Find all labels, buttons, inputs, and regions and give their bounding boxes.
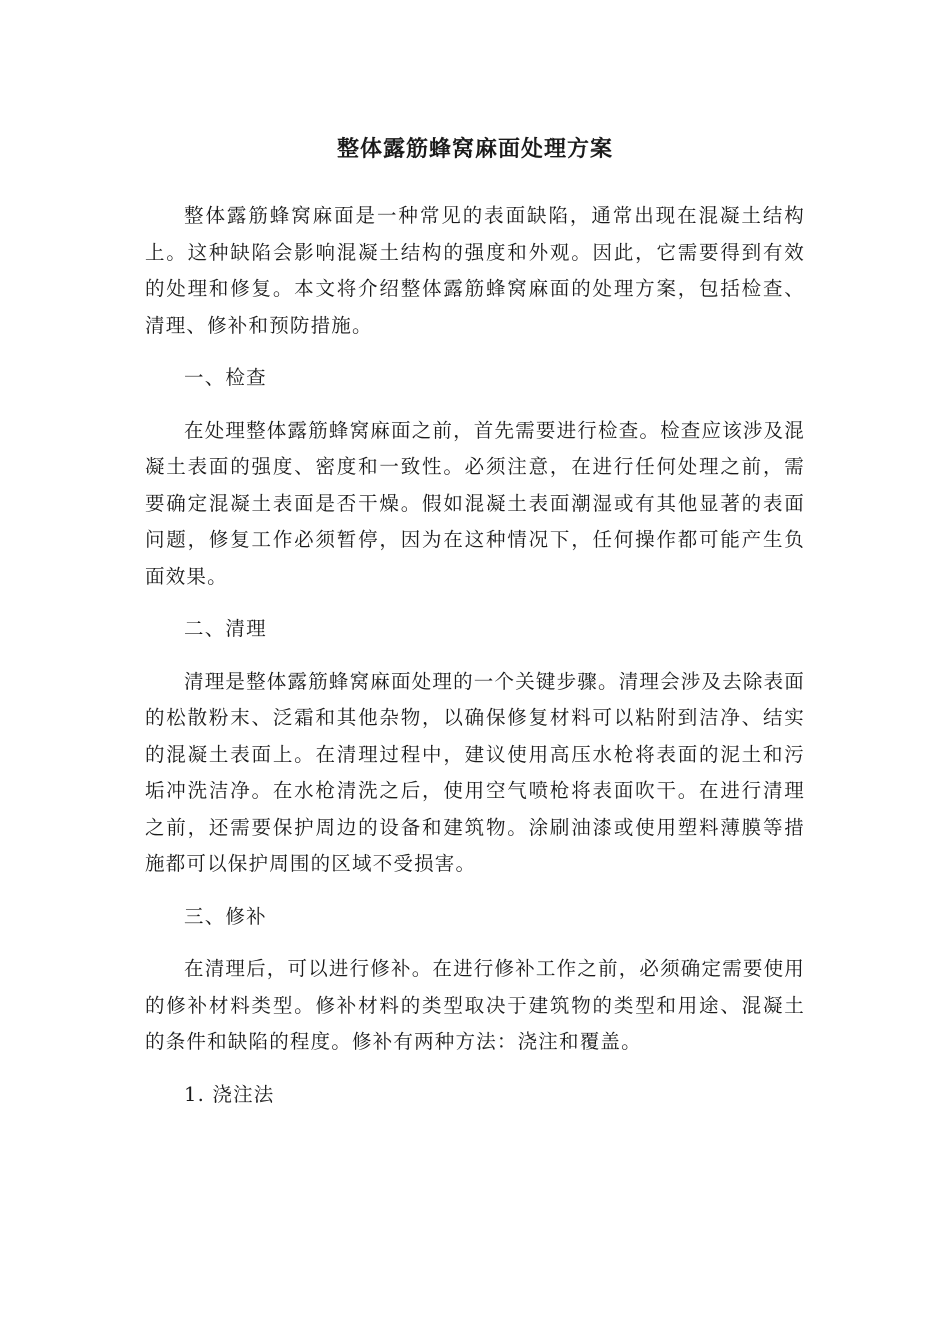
document-title: 整体露筋蜂窝麻面处理方案 [336,137,613,162]
intro-paragraph: 整体露筋蜂窝麻面是一种常见的表面缺陷，通常出现在混凝土结构上。这种缺陷会影响混凝土结构的强度和外观。因此，它需要得到有效的处理和修复。本文将介绍整体露筋蜂窝麻面的处理方案，包括检查、清理、修补和预防措施。 [145,204,805,337]
section-heading-cleaning: 二、清理 [184,617,267,640]
section-body-inspection: 在处理整体露筋蜂窝麻面之前，首先需要进行检查。检查应该涉及混凝土表面的强度、密度和一致性。必须注意，在进行任何处理之前，需要确定混凝土表面是否干燥。假如混凝土表面潮湿或有其他显著的表面问题，修复工作必须暂停，因为在这种情况下，任何操作都可能产生负面效果。 [145,418,806,588]
section-body-cleaning: 清理是整体露筋蜂窝麻面处理的一个关键步骤。清理会涉及去除表面的松散粉末、泛霜和其他杂物，以确保修复材料可以粘附到洁净、结实的混凝土表面上。在清理过程中，建议使用高压水枪将表面的泥土和污垢冲洗洁净。在水枪清洗之后，使用空气喷枪将表面吹干。在进行清理之前，还需要保护周边的设备和建筑物。涂刷油漆或使用塑料薄膜等措施都可以保护周围的区域不受损害。 [145,669,806,875]
subsection-heading-pouring: 1. 浇注法 [184,1082,275,1106]
section-heading-repair: 三、修补 [184,904,267,928]
document-page [145,130,805,1129]
section-body-repair: 在清理后，可以进行修补。在进行修补工作之前，必须确定需要使用的修补材料类型。修补材料的类型取决于建筑物的类型和用途、混凝土的条件和缺陷的程度。修补有两种方法：浇注和覆盖。 [145,957,806,1053]
section-heading-inspection: 一、检查 [184,366,267,389]
